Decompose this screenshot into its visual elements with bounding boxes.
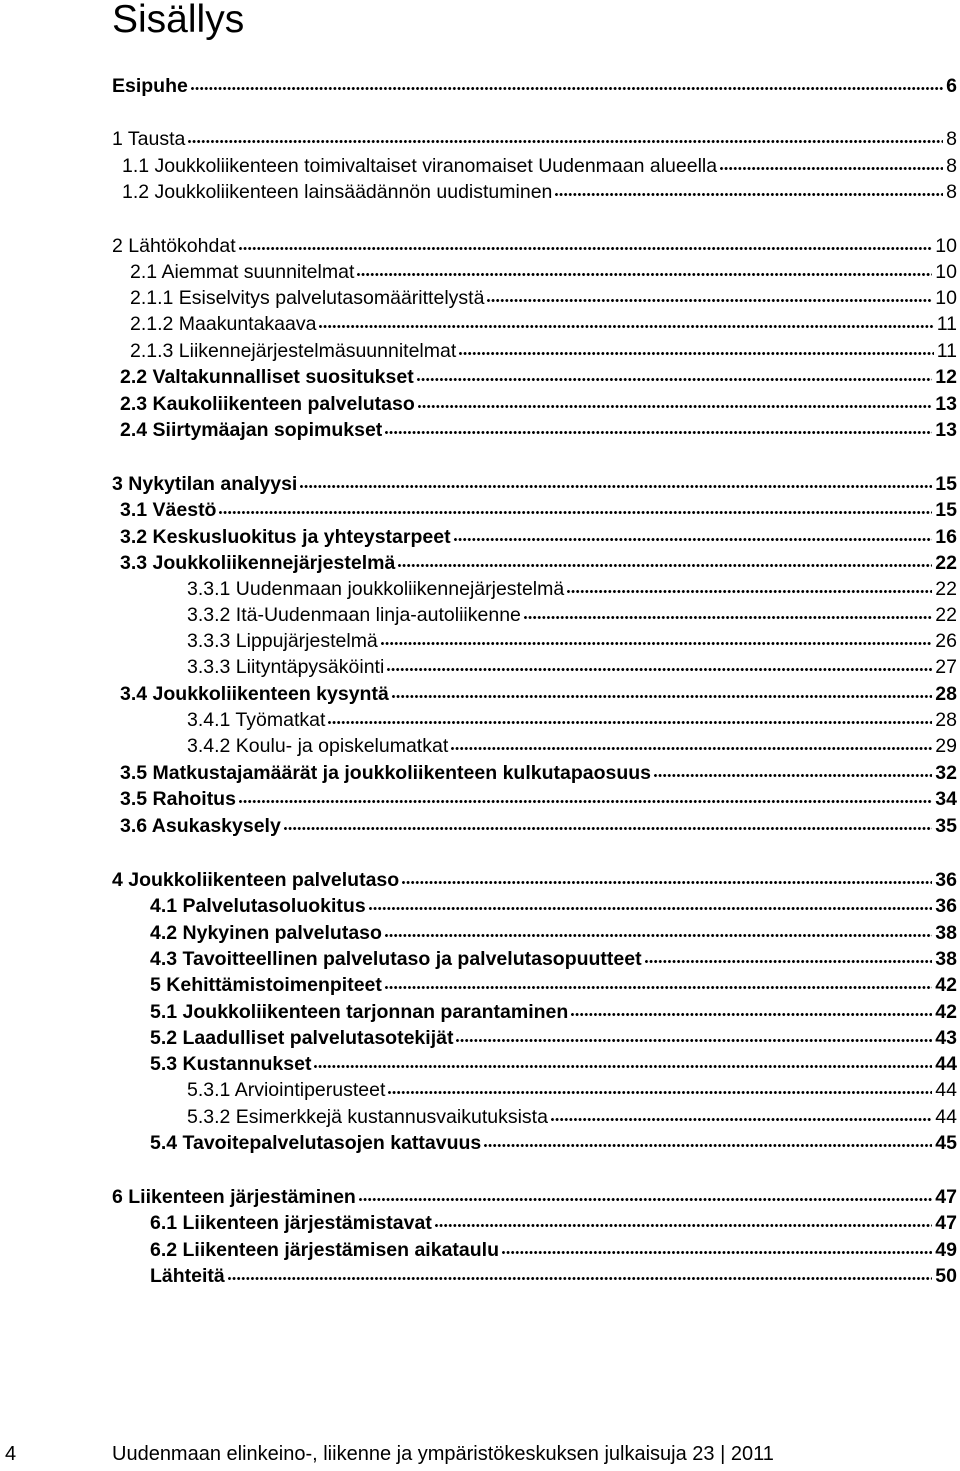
toc-entry-label: 3 Nykytilan analyysi <box>112 473 298 495</box>
toc-entry-label: 3.5 Rahoitus <box>120 788 236 810</box>
toc-entry-page: 28 <box>935 709 957 731</box>
toc-dot-leader <box>398 564 932 570</box>
toc-entry-page: 47 <box>935 1212 957 1234</box>
toc-dot-leader <box>381 642 933 648</box>
footer-page-number: 4 <box>5 1443 17 1465</box>
toc-dot-leader <box>385 986 932 992</box>
toc-entry-page: 49 <box>935 1239 957 1261</box>
toc-entry[interactable] <box>187 1103 957 1129</box>
toc-dot-leader <box>319 325 933 331</box>
toc-entry[interactable] <box>120 523 957 549</box>
toc-entry[interactable] <box>130 284 957 310</box>
toc-entry[interactable] <box>187 601 957 627</box>
toc-entry-label: 5.3.1 Arviointiperusteet <box>187 1079 386 1101</box>
toc-dot-leader <box>551 1118 932 1124</box>
toc-entry-page: 8 <box>946 181 957 203</box>
toc-entry-page: 45 <box>935 1132 957 1154</box>
toc-entry-page: 36 <box>935 869 957 891</box>
toc-entry-page: 35 <box>935 815 957 837</box>
toc-entry-label: 6.2 Liikenteen järjestämisen aikataulu <box>150 1239 499 1261</box>
toc-entry[interactable] <box>150 1209 957 1235</box>
toc-entry-label: 2.2 Valtakunnalliset suositukset <box>120 366 414 388</box>
toc-entry-label: 4 Joukkoliikenteen palvelutaso <box>112 869 400 891</box>
toc-dot-leader <box>228 1277 933 1283</box>
toc-entry-page: 28 <box>935 683 957 705</box>
toc-dot-leader <box>571 1013 932 1019</box>
toc-entry-page: 38 <box>935 922 957 944</box>
toc-dot-leader <box>191 87 943 93</box>
toc-dot-leader <box>454 538 933 544</box>
toc-entry-page: 22 <box>935 552 957 574</box>
toc-entry-label: 1 Tausta <box>112 128 186 150</box>
toc-entry-page: 42 <box>935 1001 957 1023</box>
toc-entry[interactable] <box>120 680 957 706</box>
toc-entry-page: 6 <box>946 75 957 97</box>
toc-dot-leader <box>502 1251 932 1257</box>
toc-entry[interactable] <box>122 152 957 178</box>
toc-entry-label: 3.2 Keskusluokitus ja yhteystarpeet <box>120 526 451 548</box>
toc-entry[interactable] <box>150 892 957 918</box>
toc-entry[interactable] <box>150 1129 957 1155</box>
toc-entry-label: 6.1 Liikenteen järjestämistavat <box>150 1212 432 1234</box>
toc-entry[interactable] <box>150 971 957 997</box>
toc-entry-label: 2 Lähtökohdat <box>112 235 236 257</box>
toc-entry-page: 12 <box>935 366 957 388</box>
toc-dot-leader <box>645 960 933 966</box>
toc-entry-page: 42 <box>935 974 957 996</box>
toc-entry-page: 43 <box>935 1027 957 1049</box>
toc-entry[interactable] <box>122 178 957 204</box>
toc-entry[interactable] <box>120 416 957 442</box>
toc-entry-label: 5 Kehittämistoimenpiteet <box>150 974 382 996</box>
toc-entry-page: 22 <box>935 578 957 600</box>
toc-entry-label: 2.4 Siirtymäajan sopimukset <box>120 419 383 441</box>
toc-entry-label: 2.1.2 Maakuntakaava <box>130 313 317 335</box>
toc-dot-leader <box>219 511 932 517</box>
toc-entry[interactable] <box>187 1076 957 1102</box>
toc-entry-label: 5.1 Joukkoliikenteen tarjonnan parantaminen <box>150 1001 569 1023</box>
toc-entry[interactable] <box>112 470 957 496</box>
toc-entry-label: 4.3 Tavoitteellinen palvelutaso ja palvelutasopuutteet <box>150 948 642 970</box>
toc-dot-leader <box>459 352 933 358</box>
toc-entry[interactable] <box>187 653 957 679</box>
toc-dot-leader <box>720 167 943 173</box>
toc-dot-leader <box>567 590 932 596</box>
toc-entry[interactable] <box>112 232 957 258</box>
toc-entry-label: 5.2 Laadulliset palvelutasotekijät <box>150 1027 454 1049</box>
toc-entry-label: Lähteitä <box>150 1265 225 1287</box>
toc-dot-leader <box>188 140 943 146</box>
toc-entry-page: 44 <box>935 1079 957 1101</box>
toc-entry[interactable] <box>120 812 957 838</box>
toc-entry-label: 6 Liikenteen järjestäminen <box>112 1186 356 1208</box>
toc-entry-label: 2.3 Kaukoliikenteen palvelutaso <box>120 393 415 415</box>
toc-entry[interactable] <box>120 549 957 575</box>
toc-entry-label: 1.1 Joukkoliikenteen toimivaltaiset viranomaiset Uudenmaan alueella <box>122 155 718 177</box>
toc-entry-label: 5.3.2 Esimerkkejä kustannusvaikutuksista <box>187 1106 548 1128</box>
toc-entry-label: 5.3 Kustannukset <box>150 1053 312 1075</box>
toc-entry-label: 4.2 Nykyinen palvelutaso <box>150 922 382 944</box>
toc-entry[interactable] <box>150 1024 957 1050</box>
toc-entry-label: 5.4 Tavoitepalvelutasojen kattavuus <box>150 1132 482 1154</box>
toc-entry[interactable] <box>130 310 957 336</box>
toc-dot-leader <box>284 827 932 833</box>
toc-dot-leader <box>487 299 932 305</box>
toc-dot-leader <box>385 934 932 940</box>
toc-entry[interactable] <box>187 575 957 601</box>
toc-entry-page: 50 <box>935 1265 957 1287</box>
toc-entry-page: 15 <box>935 473 957 495</box>
toc-entry-label: Esipuhe <box>112 75 188 97</box>
toc-entry[interactable] <box>150 945 957 971</box>
toc-entry-page: 15 <box>935 499 957 521</box>
toc-dot-leader <box>357 273 932 279</box>
toc-entry-page: 11 <box>936 340 957 362</box>
toc-dot-leader <box>239 247 933 253</box>
toc-entry-label: 3.4.1 Työmatkat <box>187 709 326 731</box>
toc-dot-leader <box>435 1224 932 1230</box>
toc-entry[interactable] <box>112 866 957 892</box>
toc-entry-label: 4.1 Palvelutasoluokitus <box>150 895 366 917</box>
toc-entry[interactable] <box>112 72 957 98</box>
toc-dot-leader <box>402 881 932 887</box>
page-title: Sisällys <box>112 0 245 41</box>
toc-entry-page: 38 <box>935 948 957 970</box>
toc-entry[interactable] <box>150 919 957 945</box>
toc-entry-label: 3.4.2 Koulu- ja opiskelumatkat <box>187 735 449 757</box>
toc-entry[interactable] <box>112 125 957 151</box>
toc-dot-leader <box>451 747 932 753</box>
toc-entry-page: 8 <box>946 155 957 177</box>
toc-entry-label: 3.5 Matkustajamäärät ja joukkoliikenteen kulkutapaosuus <box>120 762 652 784</box>
toc-dot-leader <box>484 1144 932 1150</box>
toc-entry-page: 36 <box>935 895 957 917</box>
toc-dot-leader <box>417 378 933 384</box>
toc-entry[interactable] <box>130 258 957 284</box>
toc-entry[interactable] <box>187 706 957 732</box>
toc-entry-page: 10 <box>935 287 957 309</box>
toc-entry-label: 3.1 Väestö <box>120 499 217 521</box>
toc-dot-leader <box>328 721 932 727</box>
toc-entry-page: 22 <box>935 604 957 626</box>
toc-entry-label: 3.3.1 Uudenmaan joukkoliikennejärjestelmä <box>187 578 565 600</box>
toc-dot-leader <box>300 485 932 491</box>
toc-entry-page: 11 <box>936 313 957 335</box>
toc-dot-leader <box>524 616 932 622</box>
toc-dot-leader <box>456 1039 932 1045</box>
toc-entry-page: 13 <box>935 393 957 415</box>
toc-dot-leader <box>385 431 932 437</box>
toc-dot-leader <box>239 800 932 806</box>
toc-dot-leader <box>314 1065 932 1071</box>
toc-dot-leader <box>387 668 932 674</box>
toc-dot-leader <box>388 1091 932 1097</box>
toc-entry-page: 47 <box>935 1186 957 1208</box>
toc-entry[interactable] <box>112 1183 957 1209</box>
toc-entry[interactable] <box>150 1236 957 1262</box>
toc-entry-label: 3.3.2 Itä-Uudenmaan linja-autoliikenne <box>187 604 521 626</box>
toc-dot-leader <box>654 774 932 780</box>
toc-entry[interactable] <box>130 337 957 363</box>
footer-publication: Uudenmaan elinkeino-, liikenne ja ympäristökeskuksen julkaisuja 23 | 2011 <box>112 1443 774 1465</box>
toc-entry-page: 10 <box>935 235 957 257</box>
toc-entry-label: 2.1.1 Esiselvitys palvelutasomäärittelystä <box>130 287 485 309</box>
toc-entry-label: 2.1 Aiemmat suunnitelmat <box>130 261 355 283</box>
toc-entry-page: 13 <box>935 419 957 441</box>
toc-entry-page: 29 <box>935 735 957 757</box>
toc-entry-label: 3.3.3 Lippujärjestelmä <box>187 630 378 652</box>
toc-entry[interactable] <box>150 998 957 1024</box>
toc-entry[interactable] <box>120 759 957 785</box>
toc-dot-leader <box>369 907 933 913</box>
toc-entry[interactable] <box>150 1262 957 1288</box>
toc-entry[interactable] <box>150 1050 957 1076</box>
toc-entry-label: 2.1.3 Liikennejärjestelmäsuunnitelmat <box>130 340 457 362</box>
toc-entry-page: 10 <box>935 261 957 283</box>
toc-dot-leader <box>359 1198 932 1204</box>
toc-entry-page: 26 <box>935 630 957 652</box>
toc-dot-leader <box>418 405 933 411</box>
toc-entry-page: 44 <box>935 1053 957 1075</box>
toc-entry[interactable] <box>120 390 957 416</box>
toc-entry-page: 32 <box>935 762 957 784</box>
toc-entry[interactable] <box>187 627 957 653</box>
toc-entry[interactable] <box>120 496 957 522</box>
toc-entry-label: 3.3.3 Liityntäpysäköinti <box>187 656 385 678</box>
toc-dot-leader <box>555 193 943 199</box>
toc-entry[interactable] <box>187 732 957 758</box>
toc-entry-page: 16 <box>935 526 957 548</box>
toc-entry-label: 3.3 Joukkoliikennejärjestelmä <box>120 552 396 574</box>
toc-entry[interactable] <box>120 785 957 811</box>
toc-entry-page: 44 <box>935 1106 957 1128</box>
toc-entry-label: 1.2 Joukkoliikenteen lainsäädännön uudistuminen <box>122 181 553 203</box>
toc-dot-leader <box>392 695 933 701</box>
toc-entry[interactable] <box>120 363 957 389</box>
toc-entry-label: 3.4 Joukkoliikenteen kysyntä <box>120 683 389 705</box>
toc-entry-page: 27 <box>935 656 957 678</box>
toc-entry-label: 3.6 Asukaskysely <box>120 815 281 837</box>
toc-entry-page: 34 <box>935 788 957 810</box>
toc-entry-page: 8 <box>946 128 957 150</box>
page-footer <box>0 1441 960 1471</box>
